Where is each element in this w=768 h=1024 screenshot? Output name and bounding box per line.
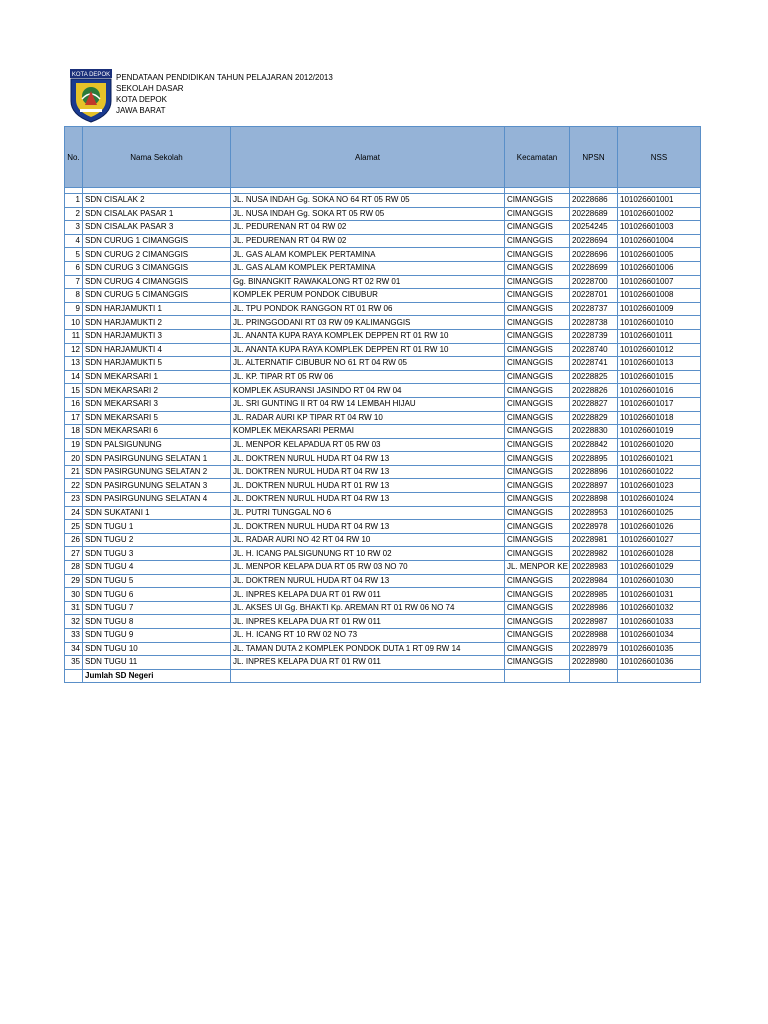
cell-nama-sekolah: SDN PASIRGUNUNG SELATAN 2: [83, 465, 231, 479]
cell-kecamatan: CIMANGGIS: [505, 601, 570, 615]
cell-alamat: JL. RADAR AURI NO 42 RT 04 RW 10: [231, 533, 505, 547]
cell-no: 14: [65, 370, 83, 384]
cell-kecamatan: CIMANGGIS: [505, 506, 570, 520]
cell-npsn: 20228988: [570, 629, 618, 643]
table-row: [65, 289, 701, 303]
cell-nss: 101026601002: [618, 207, 701, 221]
cell-kecamatan: CIMANGGIS: [505, 370, 570, 384]
cell-nama-sekolah: SDN CURUG 3 CIMANGGIS: [83, 261, 231, 275]
cell-kecamatan: CIMANGGIS: [505, 397, 570, 411]
footer-label: Jumlah SD Negeri: [83, 669, 231, 682]
cell-npsn: 20228701: [570, 289, 618, 303]
cell-npsn: 20228696: [570, 248, 618, 262]
column-header-kecamatan: Kecamatan: [505, 127, 570, 188]
cell-npsn: 20228979: [570, 642, 618, 656]
cell-no: 7: [65, 275, 83, 289]
cell-npsn: 20228737: [570, 302, 618, 316]
cell-nama-sekolah: SDN CURUG 2 CIMANGGIS: [83, 248, 231, 262]
table-row: [65, 493, 701, 507]
cell-alamat: KOMPLEK PERUM PONDOK CIBUBUR: [231, 289, 505, 303]
header-text-block: [116, 72, 333, 116]
cell-no: 32: [65, 615, 83, 629]
cell-alamat: KOMPLEK ASURANSI JASINDO RT 04 RW 04: [231, 384, 505, 398]
cell-no: 25: [65, 520, 83, 534]
cell-no: 6: [65, 261, 83, 275]
header-line: KOTA DEPOK: [116, 95, 167, 104]
cell-nss: 101026601030: [618, 574, 701, 588]
cell-nss: 101026601034: [618, 629, 701, 643]
cell-alamat: JL. MENPOR KELAPA DUA RT 05 RW 03 NO 70: [231, 561, 505, 575]
cell-kecamatan: CIMANGGIS: [505, 275, 570, 289]
cell-alamat: JL. H. ICANG PALSIGUNUNG RT 10 RW 02: [231, 547, 505, 561]
cell-nss: 101026601003: [618, 221, 701, 235]
cell-npsn: 20228987: [570, 615, 618, 629]
cell-no: 29: [65, 574, 83, 588]
cell-nama-sekolah: SDN TUGU 10: [83, 642, 231, 656]
cell-kecamatan: CIMANGGIS: [505, 547, 570, 561]
cell-nama-sekolah: SDN TUGU 11: [83, 656, 231, 670]
table-row: [65, 561, 701, 575]
cell-npsn: 20228739: [570, 329, 618, 343]
cell-no: 9: [65, 302, 83, 316]
cell-kecamatan: CIMANGGIS: [505, 574, 570, 588]
cell-kecamatan: CIMANGGIS: [505, 493, 570, 507]
cell-alamat: JL. INPRES KELAPA DUA RT 01 RW 011: [231, 656, 505, 670]
table-row: [65, 533, 701, 547]
cell-npsn: 20228738: [570, 316, 618, 330]
cell-no: 15: [65, 384, 83, 398]
cell-nss: 101026601009: [618, 302, 701, 316]
cell-npsn: 20228984: [570, 574, 618, 588]
cell-nss: 101026601010: [618, 316, 701, 330]
cell-kecamatan: CIMANGGIS: [505, 221, 570, 235]
cell-no: 17: [65, 411, 83, 425]
cell-nss: 101026601028: [618, 547, 701, 561]
cell-alamat: JL. MENPOR KELAPADUA RT 05 RW 03: [231, 438, 505, 452]
table-row: [65, 275, 701, 289]
cell-npsn: 20228982: [570, 547, 618, 561]
cell-no: 18: [65, 425, 83, 439]
table-row: [65, 384, 701, 398]
table-row: [65, 221, 701, 235]
table-row: [65, 397, 701, 411]
cell-npsn: 20228826: [570, 384, 618, 398]
cell-alamat: JL. NUSA INDAH Gg. SOKA RT 05 RW 05: [231, 207, 505, 221]
cell-nss: 101026601018: [618, 411, 701, 425]
cell-no: 8: [65, 289, 83, 303]
cell-nss: 101026601005: [618, 248, 701, 262]
cell-kecamatan: CIMANGGIS: [505, 465, 570, 479]
cell-npsn: 20228895: [570, 452, 618, 466]
cell-kecamatan: CIMANGGIS: [505, 248, 570, 262]
table-row: [65, 656, 701, 670]
cell-nama-sekolah: SDN TUGU 2: [83, 533, 231, 547]
cell-npsn: 20228842: [570, 438, 618, 452]
cell-npsn: 20228896: [570, 465, 618, 479]
cell-kecamatan: CIMANGGIS: [505, 656, 570, 670]
school-table: [64, 126, 701, 683]
cell-alamat: JL. INPRES KELAPA DUA RT 01 RW 011: [231, 615, 505, 629]
header-line: SEKOLAH DASAR: [116, 84, 184, 93]
column-header-nama-sekolah: Nama Sekolah: [83, 127, 231, 188]
cell-alamat: JL. GAS ALAM KOMPLEK PERTAMINA: [231, 248, 505, 262]
cell-nama-sekolah: SDN TUGU 1: [83, 520, 231, 534]
cell-alamat: JL. INPRES KELAPA DUA RT 01 RW 011: [231, 588, 505, 602]
header-line: PENDATAAN PENDIDIKAN TAHUN PELAJARAN 2012/2013: [116, 73, 333, 82]
cell-no: 24: [65, 506, 83, 520]
cell-nama-sekolah: SDN PALSIGUNUNG: [83, 438, 231, 452]
cell-nama-sekolah: SDN HARJAMUKTI 1: [83, 302, 231, 316]
table-row: [65, 452, 701, 466]
cell-kecamatan: CIMANGGIS: [505, 479, 570, 493]
cell-alamat: JL. TPU PONDOK RANGGON RT 01 RW 06: [231, 302, 505, 316]
cell-nss: 101026601033: [618, 615, 701, 629]
cell-nss: 101026601020: [618, 438, 701, 452]
cell-alamat: JL. DOKTREN NURUL HUDA RT 04 RW 13: [231, 452, 505, 466]
cell-npsn: 20228978: [570, 520, 618, 534]
cell-alamat: JL. DOKTREN NURUL HUDA RT 04 RW 13: [231, 574, 505, 588]
cell-nss: 101026601006: [618, 261, 701, 275]
cell-kecamatan: CIMANGGIS: [505, 289, 570, 303]
header-line: JAWA BARAT: [116, 106, 166, 115]
cell-nss: 101026601013: [618, 357, 701, 371]
cell-no: 20: [65, 452, 83, 466]
cell-alamat: JL. PEDURENAN RT 04 RW 02: [231, 221, 505, 235]
cell-alamat: Gg. BINANGKIT RAWAKALONG RT 02 RW 01: [231, 275, 505, 289]
cell-nama-sekolah: SDN CISALAK 2: [83, 194, 231, 208]
cell-nama-sekolah: SDN MEKARSARI 1: [83, 370, 231, 384]
table-row: [65, 479, 701, 493]
cell-npsn: 20228981: [570, 533, 618, 547]
table-row: [65, 411, 701, 425]
cell-alamat: JL. RADAR AURI KP TIPAR RT 04 RW 10: [231, 411, 505, 425]
cell-npsn: 20228953: [570, 506, 618, 520]
column-header-nss: NSS: [618, 127, 701, 188]
cell-alamat: JL. H. ICANG RT 10 RW 02 NO 73: [231, 629, 505, 643]
column-header-npsn: NPSN: [570, 127, 618, 188]
cell-kecamatan: CIMANGGIS: [505, 615, 570, 629]
cell-kecamatan: CIMANGGIS: [505, 642, 570, 656]
cell-nss: 101026601011: [618, 329, 701, 343]
cell-alamat: JL. ALTERNATIF CIBUBUR NO 61 RT 04 RW 05: [231, 357, 505, 371]
cell-no: 26: [65, 533, 83, 547]
cell-nss: 101026601017: [618, 397, 701, 411]
cell-nss: 101026601026: [618, 520, 701, 534]
cell-no: 13: [65, 357, 83, 371]
cell-kecamatan: CIMANGGIS: [505, 357, 570, 371]
cell-nama-sekolah: SDN MEKARSARI 2: [83, 384, 231, 398]
cell-npsn: 20228985: [570, 588, 618, 602]
cell-no: 33: [65, 629, 83, 643]
cell-no: 2: [65, 207, 83, 221]
cell-npsn: 20228740: [570, 343, 618, 357]
table-row: [65, 547, 701, 561]
cell-no: 31: [65, 601, 83, 615]
cell-npsn: 20228830: [570, 425, 618, 439]
table-row: [65, 234, 701, 248]
table-row: [65, 438, 701, 452]
cell-no: 35: [65, 656, 83, 670]
table-row: [65, 642, 701, 656]
cell-alamat: JL. DOKTREN NURUL HUDA RT 04 RW 13: [231, 493, 505, 507]
cell-kecamatan: CIMANGGIS: [505, 234, 570, 248]
cell-alamat: JL. SRI GUNTING II RT 04 RW 14 LEMBAH HIJAU: [231, 397, 505, 411]
cell-nss: 101026601021: [618, 452, 701, 466]
cell-no: 4: [65, 234, 83, 248]
svg-text:KOTA DEPOK: KOTA DEPOK: [71, 72, 111, 78]
cell-nss: 101026601016: [618, 384, 701, 398]
table-row: [65, 343, 701, 357]
cell-no: 19: [65, 438, 83, 452]
cell-alamat: JL. DOKTREN NURUL HUDA RT 04 RW 13: [231, 465, 505, 479]
cell-no: 34: [65, 642, 83, 656]
cell-npsn: 20228827: [570, 397, 618, 411]
cell-alamat: JL. PUTRI TUNGGAL NO 6: [231, 506, 505, 520]
column-header-alamat: Alamat: [231, 127, 505, 188]
cell-kecamatan: CIMANGGIS: [505, 194, 570, 208]
cell-nama-sekolah: SDN PASIRGUNUNG SELATAN 1: [83, 452, 231, 466]
cell-nama-sekolah: SDN CISALAK PASAR 3: [83, 221, 231, 235]
table-row: [65, 357, 701, 371]
cell-nama-sekolah: SDN TUGU 7: [83, 601, 231, 615]
kota-depok-emblem-icon: [68, 69, 114, 123]
cell-nama-sekolah: SDN TUGU 8: [83, 615, 231, 629]
table-row: [65, 588, 701, 602]
cell-alamat: JL. DOKTREN NURUL HUDA RT 04 RW 13: [231, 520, 505, 534]
cell-kecamatan: CIMANGGIS: [505, 411, 570, 425]
cell-kecamatan: CIMANGGIS: [505, 316, 570, 330]
cell-nss: 101026601019: [618, 425, 701, 439]
cell-alamat: KOMPLEK MEKARSARI PERMAI: [231, 425, 505, 439]
cell-npsn: 20228689: [570, 207, 618, 221]
cell-nss: 101026601027: [618, 533, 701, 547]
cell-nama-sekolah: SDN PASIRGUNUNG SELATAN 3: [83, 479, 231, 493]
table-row: [65, 302, 701, 316]
table-row: [65, 520, 701, 534]
cell-nss: 101026601023: [618, 479, 701, 493]
cell-nss: 101026601008: [618, 289, 701, 303]
cell-npsn: 20228983: [570, 561, 618, 575]
cell-nss: 101026601035: [618, 642, 701, 656]
cell-nama-sekolah: SDN TUGU 6: [83, 588, 231, 602]
cell-nama-sekolah: SDN TUGU 9: [83, 629, 231, 643]
cell-kecamatan: CIMANGGIS: [505, 520, 570, 534]
cell-nama-sekolah: SDN HARJAMUKTI 2: [83, 316, 231, 330]
cell-npsn: 20228829: [570, 411, 618, 425]
cell-kecamatan: CIMANGGIS: [505, 302, 570, 316]
cell-nss: 101026601007: [618, 275, 701, 289]
cell-nama-sekolah: SDN TUGU 5: [83, 574, 231, 588]
cell-nss: 101026601032: [618, 601, 701, 615]
cell-nama-sekolah: SDN CURUG 1 CIMANGGIS: [83, 234, 231, 248]
table-row: [65, 194, 701, 208]
cell-nama-sekolah: SDN HARJAMUKTI 5: [83, 357, 231, 371]
table-row: [65, 261, 701, 275]
cell-kecamatan: CIMANGGIS: [505, 629, 570, 643]
cell-nss: 101026601004: [618, 234, 701, 248]
cell-alamat: JL. TAMAN DUTA 2 KOMPLEK PONDOK DUTA 1 RT 09 RW 14: [231, 642, 505, 656]
cell-nss: 101026601022: [618, 465, 701, 479]
cell-nss: 101026601024: [618, 493, 701, 507]
cell-no: 27: [65, 547, 83, 561]
cell-npsn: 20228741: [570, 357, 618, 371]
table-row: [65, 601, 701, 615]
table-row: [65, 629, 701, 643]
table-row: [65, 370, 701, 384]
table-row: [65, 329, 701, 343]
cell-npsn: 20228699: [570, 261, 618, 275]
cell-kecamatan: CIMANGGIS: [505, 261, 570, 275]
cell-no: 21: [65, 465, 83, 479]
cell-alamat: JL. PRINGGODANI RT 03 RW 09 KALIMANGGIS: [231, 316, 505, 330]
table-header-row: [65, 127, 701, 188]
cell-alamat: JL. PEDURENAN RT 04 RW 02: [231, 234, 505, 248]
cell-nama-sekolah: SDN CURUG 4 CIMANGGIS: [83, 275, 231, 289]
cell-no: 11: [65, 329, 83, 343]
cell-no: 16: [65, 397, 83, 411]
cell-nama-sekolah: SDN MEKARSARI 6: [83, 425, 231, 439]
cell-kecamatan: CIMANGGIS: [505, 207, 570, 221]
cell-nama-sekolah: SDN MEKARSARI 3: [83, 397, 231, 411]
cell-kecamatan: CIMANGGIS: [505, 343, 570, 357]
cell-no: 1: [65, 194, 83, 208]
cell-no: 5: [65, 248, 83, 262]
cell-npsn: 20228897: [570, 479, 618, 493]
cell-alamat: JL. DOKTREN NURUL HUDA RT 01 RW 13: [231, 479, 505, 493]
cell-nama-sekolah: SDN CURUG 5 CIMANGGIS: [83, 289, 231, 303]
cell-kecamatan: CIMANGGIS: [505, 329, 570, 343]
cell-npsn: 20228980: [570, 656, 618, 670]
cell-nss: 101026601001: [618, 194, 701, 208]
table-row: [65, 465, 701, 479]
cell-nama-sekolah: SDN MEKARSARI 5: [83, 411, 231, 425]
cell-nama-sekolah: SDN PASIRGUNUNG SELATAN 4: [83, 493, 231, 507]
cell-nama-sekolah: SDN TUGU 4: [83, 561, 231, 575]
cell-npsn: 20254245: [570, 221, 618, 235]
cell-kecamatan: CIMANGGIS: [505, 384, 570, 398]
cell-alamat: JL. GAS ALAM KOMPLEK PERTAMINA: [231, 261, 505, 275]
cell-kecamatan: CIMANGGIS: [505, 452, 570, 466]
cell-no: 23: [65, 493, 83, 507]
table-footer-row: [65, 669, 701, 682]
cell-alamat: JL. ANANTA KUPA RAYA KOMPLEK DEPPEN RT 01 RW 10: [231, 329, 505, 343]
table-row: [65, 207, 701, 221]
cell-nama-sekolah: SDN SUKATANI 1: [83, 506, 231, 520]
cell-npsn: 20228825: [570, 370, 618, 384]
cell-nama-sekolah: SDN HARJAMUKTI 4: [83, 343, 231, 357]
cell-nama-sekolah: SDN TUGU 3: [83, 547, 231, 561]
table-body: [65, 188, 701, 670]
cell-no: 30: [65, 588, 83, 602]
cell-npsn: 20228700: [570, 275, 618, 289]
cell-npsn: 20228986: [570, 601, 618, 615]
cell-nss: 101026601036: [618, 656, 701, 670]
cell-no: 12: [65, 343, 83, 357]
cell-no: 3: [65, 221, 83, 235]
column-header-no: No.: [65, 127, 83, 188]
cell-nss: 101026601029: [618, 561, 701, 575]
cell-npsn: 20228898: [570, 493, 618, 507]
cell-no: 22: [65, 479, 83, 493]
cell-alamat: JL. AKSES UI Gg. BHAKTI Kp. AREMAN RT 01 RW 06 NO 74: [231, 601, 505, 615]
table-row: [65, 316, 701, 330]
table-row: [65, 248, 701, 262]
table-row: [65, 506, 701, 520]
cell-nss: 101026601012: [618, 343, 701, 357]
cell-alamat: JL. KP. TIPAR RT 05 RW 06: [231, 370, 505, 384]
cell-kecamatan: CIMANGGIS: [505, 438, 570, 452]
cell-kecamatan: CIMANGGIS: [505, 425, 570, 439]
cell-npsn: 20228694: [570, 234, 618, 248]
table-row: [65, 615, 701, 629]
cell-nss: 101026601015: [618, 370, 701, 384]
cell-alamat: JL. ANANTA KUPA RAYA KOMPLEK DEPPEN RT 01 RW 10: [231, 343, 505, 357]
cell-kecamatan: CIMANGGIS: [505, 533, 570, 547]
cell-kecamatan: CIMANGGIS: [505, 588, 570, 602]
cell-nama-sekolah: SDN CISALAK PASAR 1: [83, 207, 231, 221]
table-row: [65, 574, 701, 588]
table-row: [65, 425, 701, 439]
cell-nss: 101026601025: [618, 506, 701, 520]
cell-kecamatan: JL. MENPOR KE: [505, 561, 570, 575]
cell-nss: 101026601031: [618, 588, 701, 602]
cell-npsn: 20228686: [570, 194, 618, 208]
cell-no: 28: [65, 561, 83, 575]
cell-no: 10: [65, 316, 83, 330]
cell-alamat: JL. NUSA INDAH Gg. SOKA NO 64 RT 05 RW 05: [231, 194, 505, 208]
cell-nama-sekolah: SDN HARJAMUKTI 3: [83, 329, 231, 343]
